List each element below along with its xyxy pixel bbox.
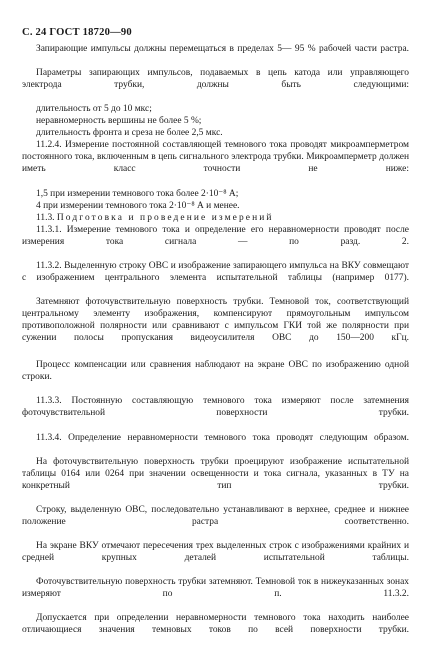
section-number: 11.3. xyxy=(36,212,55,223)
paragraph-pulses xyxy=(22,43,409,67)
paragraph-11-3-1 xyxy=(22,224,409,260)
paragraph-project xyxy=(22,456,409,504)
paragraph-compensation xyxy=(22,359,409,395)
paragraph-vku xyxy=(22,540,409,576)
paragraph-darken xyxy=(22,576,409,612)
text-line: Фоточувствительную поверхность трубки затемняют. Темновой ток в нижеуказанных зонах измеряют по п. 11.3.2. xyxy=(22,577,409,600)
paragraph-11-3-4 xyxy=(22,432,409,456)
measure-list xyxy=(22,188,409,212)
paragraph-params xyxy=(22,67,409,103)
paragraph-dark xyxy=(22,296,409,356)
text-line: Процесс компенсации или сравнения наблюдают на экране ОВС по изображению одной строки. xyxy=(22,360,409,383)
section-heading xyxy=(22,212,409,224)
text-line: 11.2.4. Измерение постоянной составляющей темнового тока проводят микроамперметром постоянного тока, включенным в цепь сигнального электрода трубки. Микроамперметр должен иметь класс точности не ниже: xyxy=(22,140,409,175)
text-line: 11.3.3. Постоянную составляющую темнового тока измеряют после затемнения фоточувствительной поверхности трубки. xyxy=(22,396,409,419)
text-line: Параметры запирающих импульсов, подаваемых в цепь катода или управляющего электрода трубки, должны быть следующими: xyxy=(22,68,409,91)
paragraph-11-3-3 xyxy=(22,395,409,431)
text-line: На экране ВКУ отмечают пересечения трех выделенных строк с изображениями крайних и средней крупных деталей испытательной таблицы. xyxy=(22,540,409,563)
text-line: 11.3.4. Определение неравномерности темнового тока проводят следующим образом. xyxy=(36,432,409,443)
paragraph-11-3-2 xyxy=(22,260,409,296)
text-line: Строку, выделенную ОВС, последовательно устанавливают в верхнее, среднее и нижнее положение растра соответственно. xyxy=(22,504,409,527)
paragraph-11-2-4 xyxy=(22,139,409,187)
paragraph-line xyxy=(22,504,409,540)
section-title: Подготовка и проведение измерений xyxy=(56,212,274,223)
document-body xyxy=(22,43,409,648)
text-line: 11.3.2. Выделенную строку ОВС и изображение запирающего импульса на ВКУ совмещают с изображением центрального элемента испытательной таблицы (например 0177). xyxy=(22,260,409,283)
list-item: неравномерность вершины не более 5 %; xyxy=(36,116,202,127)
page-header: С. 24 ГОСТ 18720—90 xyxy=(22,27,132,38)
list-item: длительность фронта и среза не более 2,5 мкс. xyxy=(36,128,223,139)
text-line: Допускается при определении неравномерности темнового тока находить наиболее отличающиеся значения темновых токов по всей поверхности трубки. xyxy=(22,613,409,636)
text-line: 95 % рабочей части растра. xyxy=(294,44,410,54)
list-item: длительность от 5 до 10 мкс; xyxy=(36,104,152,115)
text-line: 11.3.1. Измерение темнового тока и определение его неравномерности проводят после измерения тока сигнала — по разд. 2. xyxy=(22,224,409,247)
text-line: На фоточувствительную поверхность трубки проецируют изображение испытательной таблицы 0164 или 0264 при значении освещенности и тока сигнала, указанных в ТУ на конкретный тип трубки. xyxy=(22,456,409,491)
list-item: 4 при измерении темнового тока 2·10⁻⁸ А и менее. xyxy=(36,200,240,211)
text-line: Затемняют фоточувствительную поверхность трубки. Темновой ток, соответствующий центральному элементу изображения, компенсируют прямоугольным импульсом противоположной полярности или сравнивают с импульсом ГКИ той же полярности при сужении полосы пропускания видеоусилителя ОВС до 150—200 кГц. xyxy=(22,296,409,344)
paragraph-allowed xyxy=(22,612,409,648)
text-line: Запирающие импульсы должны перемещаться в пределах 5— xyxy=(36,44,292,54)
params-list xyxy=(22,103,409,139)
list-item: 1,5 при измерении темнового тока более 2·10⁻⁸ А; xyxy=(36,188,239,199)
